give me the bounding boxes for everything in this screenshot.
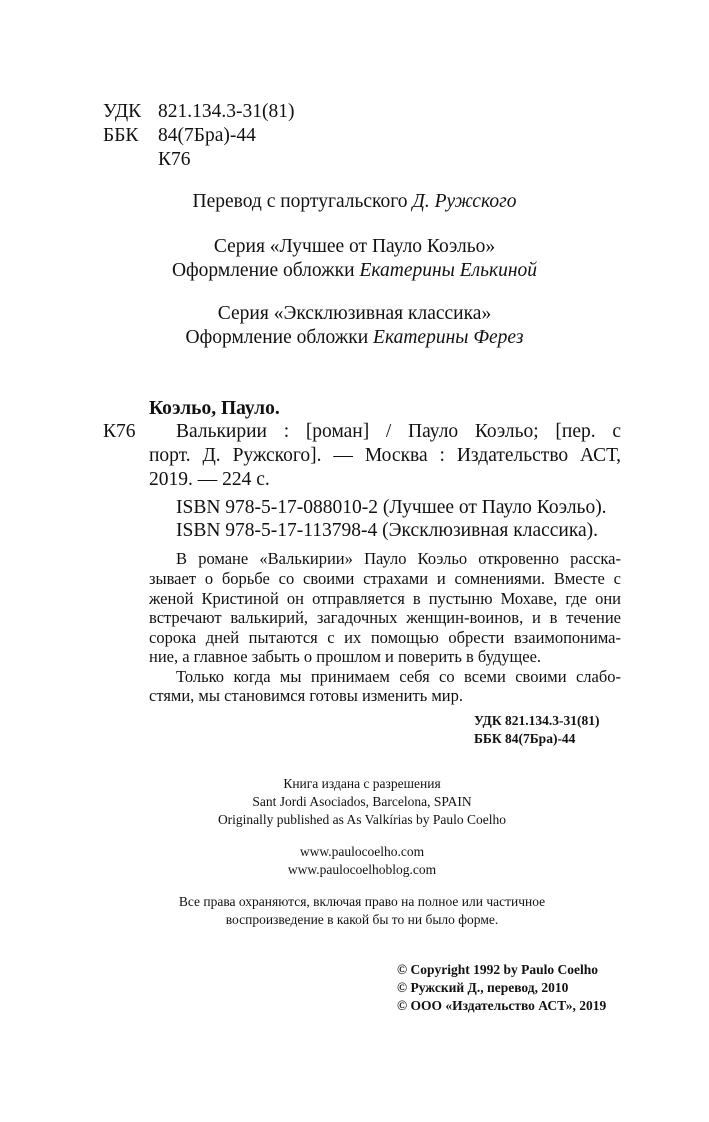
translation-prefix: Перевод с португальского: [192, 191, 413, 212]
catalog-desc-line3: 2019. — 224 с.: [149, 469, 270, 490]
website-url-1[interactable]: www.paulocoelho.com: [299, 844, 425, 859]
series2-designer: Екатерины Ферез: [373, 327, 524, 348]
isbn-2: ISBN 978-5-17-113798-4 (Эксклюзивная классика).: [176, 520, 599, 541]
footer-udk: УДК 821.134.3-31(81): [474, 713, 600, 728]
rights-line3: Originally published as As Valkírias by Paulo Coelho: [217, 812, 507, 827]
rights-line2: Sant Jordi Asociados, Barcelona, SPAIN: [252, 794, 472, 809]
catalog-mark: К76: [103, 421, 136, 442]
annotation-p1-line6: ние, а главное забыть о прошлом и поверить в будущее.: [149, 647, 542, 666]
series2-title: Серия «Эксклюзивная классика»: [217, 303, 492, 324]
copyright-publisher: © ООО «Издательство АСТ», 2019: [397, 998, 607, 1013]
annotation-p2-line2: стями, мы становимся готовы изменить мир.: [149, 686, 463, 705]
annotation-p1-line1: В романе «Валькирии» Пауло Коэльо откровенно расска-: [176, 549, 621, 568]
footer-bbk: ББК 84(7Бра)-44: [474, 731, 576, 746]
series1-design-credit: [0, 259, 709, 283]
website-url-2[interactable]: www.paulocoelhoblog.com: [287, 862, 437, 877]
annotation-p1-line3: женой Кристиной он отправляется в пустыню Мохаве, где они: [149, 589, 621, 608]
catalog-desc-line1: Валькирии : [роман] / Пауло Коэльо; [пер. с: [176, 421, 621, 442]
isbn-1: ISBN 978-5-17-088010-2 (Лучшее от Пауло Коэльо).: [176, 497, 607, 518]
rights-line1: Книга издана с разрешения: [283, 776, 441, 791]
translation-credit: [0, 190, 709, 214]
copyright-author: © Copyright 1992 by Paulo Coelho: [397, 962, 598, 977]
rights-reserved-line1: Все права охраняются, включая право на полное или частичное: [178, 894, 546, 909]
author-mark: К76: [158, 149, 191, 170]
annotation-p1-line5: сорока дней пытаются с их помощью обрести взаимопонима-: [149, 628, 621, 647]
series2-design-credit: [0, 326, 709, 350]
copyright-translation: © Ружский Д., перевод, 2010: [397, 980, 569, 995]
annotation-p1-line4: встречают валькирий, загадочных женщин-воинов, и в течение: [149, 608, 621, 627]
translator-name: Д. Ружского: [412, 191, 517, 212]
annotation-p2-line1: Только когда мы принимаем себя со всеми своими слабо-: [176, 667, 621, 686]
series1-title: Серия «Лучшее от Пауло Коэльо»: [213, 236, 496, 257]
series1-designer: Екатерины Елькиной: [359, 260, 538, 281]
bbk-label: ББК: [103, 125, 139, 146]
annotation-p1-line2: зывает о борьбе со своими страхами и сомнениями. Вместе с: [149, 569, 621, 588]
series1-design-prefix: Оформление обложки: [171, 260, 360, 281]
catalog-author-heading: Коэльо, Пауло.: [149, 398, 280, 419]
catalog-desc-line2: порт. Д. Ружского]. — Москва : Издательство АСТ,: [149, 445, 621, 466]
udk-label: УДК: [103, 101, 142, 122]
udk-value: 821.134.3-31(81): [158, 101, 295, 122]
series2-design-prefix: Оформление обложки: [185, 327, 374, 348]
rights-reserved-line2: воспроизведение в какой бы то ни было форме.: [225, 912, 499, 927]
bbk-value: 84(7Бра)-44: [158, 125, 256, 146]
